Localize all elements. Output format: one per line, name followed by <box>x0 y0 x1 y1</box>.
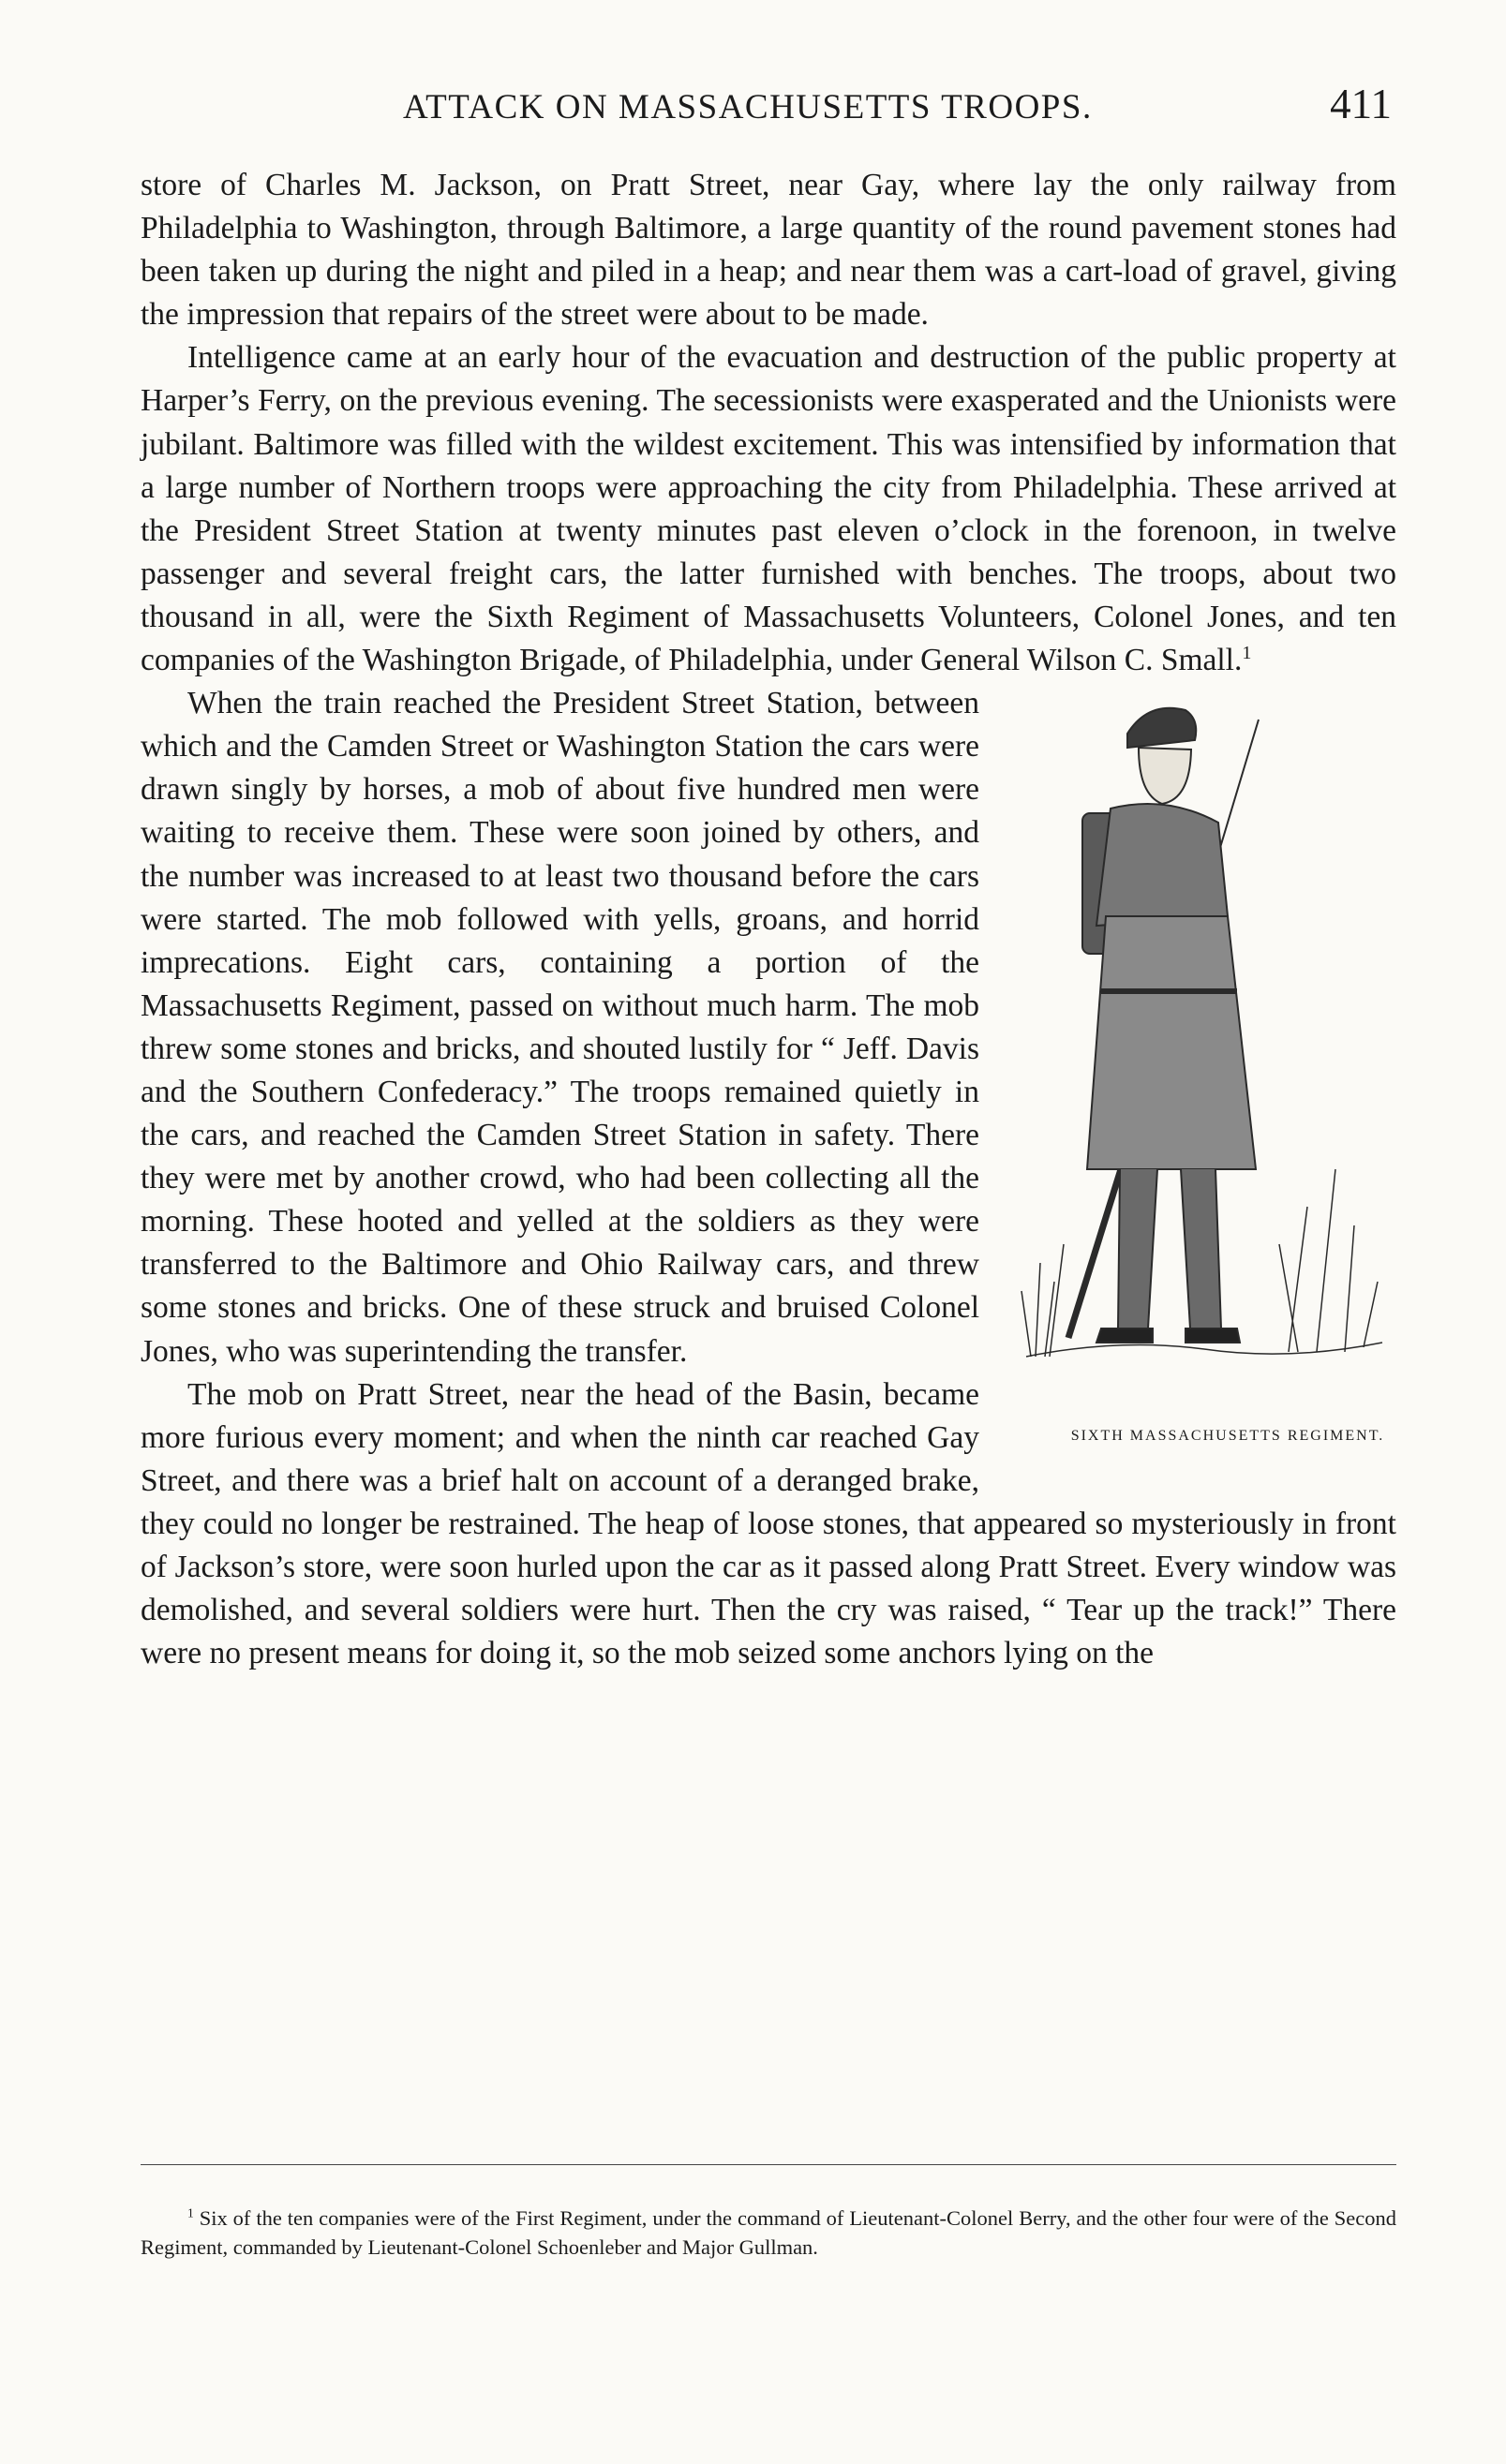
footnotes <box>141 2204 1396 2262</box>
footnote-marker: 1 <box>1242 642 1252 663</box>
footnote-1-marker: 1 <box>187 2205 194 2220</box>
footnote-1 <box>141 2204 1396 2262</box>
page-number: 411 <box>1330 81 1392 127</box>
paragraph-3 <box>141 682 1396 1445</box>
soldier-illustration <box>1007 682 1401 1408</box>
paragraph-2-text: Intelligence came at an early hour of the evacuation and destruction of the public property at Harper’s Ferry, on the previous evening. The secessionists were exasperated and the Unionists were jubilant. Baltimore was filled with the wildest excitement. This was intensified by information that a large number of Northern troops were approaching the city from Philadelphia. These arrived at the President Street Station at twenty minutes past eleven o’clock in the forenoon, in twelve passenger and several freight cars, the latter furnished with benches. The troops, about two thousand in all, were the Sixth Regiment of Massachusetts Volunteers, Colonel Jones, and ten companies of the Washington Brigade, of Philadelphia, under General Wilson C. Small. <box>141 340 1396 678</box>
paragraph-3-text: When the train reached the President Street Station, between which and the Camden Street or Washington Station the cars were drawn singly by horses, a mob of about five hundred men were waiting to receive them. These were soon joined by others, and the number was increased to at least two thousand before the cars were started. The mob followed with yells, groans, and horrid imprecations. Eight cars, containing a portion of the Massachusetts Regiment, passed on without much harm. The mob threw some stones and bricks, and shouted lustily for “ Jeff. Davis and the Southern Confederacy.” The troops remained quietly in the cars, and reached the Camden Street Station in safety. There they were met by another crowd, who had been collecting all the morning. These hooted and yelled at the soldiers as they were transferred to the Baltimore and Ohio Railway cars, and threw some stones and bricks. One of these struck and bruised Colonel Jones, who was superintending the transfer. <box>141 686 979 1369</box>
body-text <box>141 164 1396 1675</box>
soldier-legs <box>1118 1169 1221 1328</box>
footnote-divider <box>141 2164 1396 2165</box>
soldier-figure <box>1007 682 1401 1460</box>
soldier-coat <box>1087 916 1256 1169</box>
soldier-boots <box>1096 1328 1240 1343</box>
paragraph-4: The mob on Pratt Street, near the head of the Basin, became more furious every moment; and when the ninth car reached Gay Street, and there was a brief halt on account of a deranged brake, they could no longer be restrained. The heap of loose stones, that appeared so mysteriously in front of Jackson’s store, were soon hurled upon the car as it passed along Pratt Street. Every window was demolished, and several soldiers were hurt. Then the cry was raised, “ Tear up the track!” There were no present means for doing it, so the mob seized some anchors lying on the <box>141 1376 1396 1671</box>
grass-right <box>1279 1169 1378 1352</box>
paragraph-1: store of Charles M. Jackson, on Pratt Street, near Gay, where lay the only railway from Philadelphia to Washington, through Baltimore, a large quantity of the round pavement stones had been taken up during the night and piled in a heap; and near them was a cart-load of gravel, giving the impression that repairs of the street were about to be made. <box>141 168 1396 333</box>
footnote-1-text: Six of the ten companies were of the First Regiment, under the command of Lieutenant-Colonel Berry, and the other four were of the Second Regiment, commanded by Lieutenant-Colonel Schoenleber and Major Gullman. <box>141 2206 1396 2259</box>
soldier-cape <box>1096 804 1228 926</box>
ground <box>1026 1343 1382 1357</box>
paragraph-2 <box>141 336 1396 682</box>
soldier-cap <box>1127 708 1196 748</box>
soldier-head <box>1139 748 1191 804</box>
page-header <box>141 80 1392 136</box>
grass-left <box>1021 1244 1064 1357</box>
running-head: ATTACK ON MASSACHUSETTS TROOPS. <box>403 88 1093 126</box>
figure-caption: SIXTH MASSACHUSETTS REGIMENT. <box>1070 1428 1385 1445</box>
